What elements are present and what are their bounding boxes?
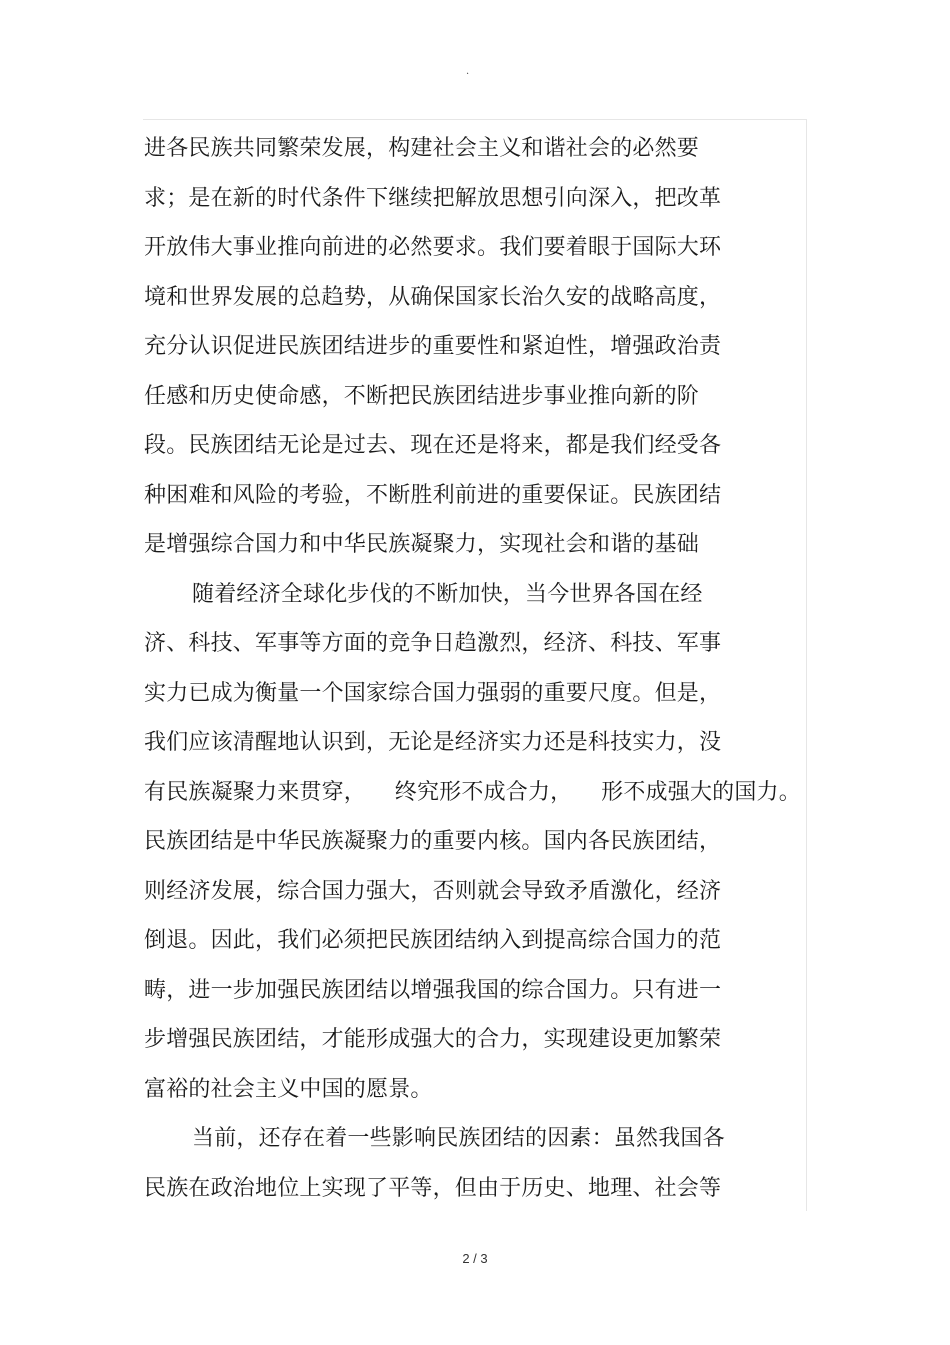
text-line: 民族团结是中华民族凝聚力的重要内核。国内各民族团结， [144,829,722,854]
text-line: 当前，还存在着一些影响民族团结的因素：虽然我国各 [192,1126,725,1151]
text-line: 实力已成为衡量一个国家综合国力强弱的重要尺度。但是， [144,680,722,706]
text-line: 随着经济全球化步伐的不断加快，当今世界各国在经 [192,581,703,607]
text-line: 富裕的社会主义中国的愿景。 [144,1076,433,1102]
text-line: 倒退。因此，我们必须把民族团结纳入到提高综合国力的范 [144,928,722,953]
text-line: 境和世界发展的总趋势，从确保国家长治久安的战略高度， [144,284,722,310]
text-line: 民族在政治地位上实现了平等，但由于历史、地理、社会等 [144,1175,722,1201]
text-line: 济、科技、军事等方面的竞争日趋激烈，经济、科技、军事 [144,631,722,656]
text-line: 求；是在新的时代条件下继续把解放思想引向深入，把改革 [144,185,722,211]
text-line: 是增强综合国力和中华民族凝聚力，实现社会和谐的基础 [144,532,700,557]
text-line: 种困难和风险的考验，不断胜利前进的重要保证。民族团结 [144,482,722,508]
text-line: 畴，进一步加强民族团结以增强我国的综合国力。只有进一 [144,977,722,1003]
document-body [144,124,804,1213]
text-line: 进各民族共同繁荣发展，构建社会主义和谐社会的必然要 [144,136,700,161]
text-line: 开放伟大事业推向前进的必然要求。我们要着眼于国际大环 [144,235,722,260]
text-line: 任感和历史使命感，不断把民族团结进步事业推向新的阶 [144,383,700,409]
text-line: 充分认识促进民族团结进步的重要性和紧迫性，增强政治责 [144,334,722,359]
text-line: 有民族凝聚力来贯穿， 终究形不成合力， 形不成强大的国力。 [144,779,801,805]
text-line: 段。民族团结无论是过去、现在还是将来，都是我们经受各 [144,433,722,458]
text-line: 我们应该清醒地认识到，无论是经济实力还是科技实力，没 [144,730,722,755]
page-number: 2 / 3 [462,1251,488,1266]
text-line: 步增强民族团结，才能形成强大的合力，实现建设更加繁荣 [144,1027,722,1052]
text-line: 则经济发展，综合国力强大，否则就会导致矛盾激化，经济 [144,878,722,904]
header-mark: · [466,69,470,80]
